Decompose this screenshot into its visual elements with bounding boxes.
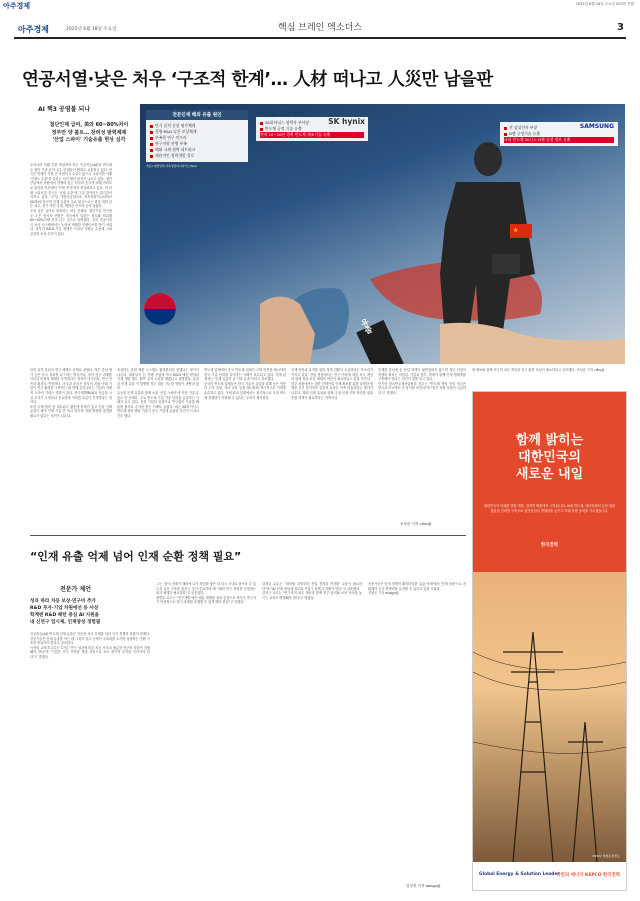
right-hand-icon	[440, 323, 625, 364]
cause-box	[146, 110, 248, 168]
samsung-item: 국내 반도체 20나노 D램 공정 정보 유출	[504, 137, 614, 143]
top-date-line: 2025년 6월 18일 수요일 003면 종합	[575, 2, 634, 6]
kepco-logo: 국민의 에너지 KEPCO 한국전력	[556, 873, 620, 878]
article1-byline: 조성준 기자 crbo@	[400, 522, 432, 526]
article1-col-6	[472, 368, 622, 388]
person-head-icon	[474, 142, 502, 176]
ad-body-text: 대한민국의 미래를 향한 변화, 전력망 확충에서 시작됩니다. AI와 반도체, 데이터센터 등을 위한 충분한 전력망 구축으로 첨단산업의 경쟁력을 높이고 미래 성장 동력을 키우겠습니다.	[483, 504, 616, 513]
article2-kicker: 전문가 제언	[60, 586, 92, 593]
cause-item: 연구직원 진행 부족	[150, 141, 244, 147]
article2-col-1	[30, 632, 150, 888]
paragraph: 유능한 인재 유출과 함께 소위 '산업 스파이'에 의한 기술 유출도 큰 문제다. 주요 반도체 기업 기술 인력을 유출하는 사례가 늘고 있다. 전직 기업의 임원이나 연구원이 기술을 빼돌린 혐의로 수사를 받는 사례도 늘었다. 최근 SK하이닉스 반도체 관련 핵심 기술이 중국 기업에 유출된 사건이 드러나기도 했다.	[117, 390, 199, 418]
paragraph: 인재 양성과 유지를 위한 정책 전환이 시급하다는 목소리가 커지고 있다. 산업 현장에서는 연구 인력에 대한 처우 개선과 함께 성과 보상 체계의 혁신이 필요하다고 입을 모은다.	[291, 368, 373, 382]
cause-item: 단기 실적 중심 평가체계	[150, 123, 244, 129]
article2-col-3	[262, 582, 362, 888]
ad-headline	[473, 432, 626, 483]
article1-col-2	[117, 368, 199, 518]
article-kicker: AI 핵3 공염불 되나	[38, 106, 91, 113]
article2-col-2	[156, 582, 256, 888]
cause-box-title: 전문인재 해외 유출 원인	[146, 110, 248, 120]
paragraph: 단지 실직 중심의 연구 체계도 문제로 꼽혔다. 정부 중심 평가 등은 즉시 성과를 요구하는 방식이다. 장기 연구 과제를 이어갈 안정적 체계가 부족하다는 지적이 이어진다. 연구 인프라 환경도 여전하다. 미국과 중국은 정부의 지원 아래 기업이 연구 환경을 구축하는 데 반해 우리나라는 기업의 자체적 노력에 기대는 경향이 있다. 연구개발(R&D) 자금을 시설 투자가 무엇보다 중요한데 이러한 흐름이 부족하다는 것이다.	[30, 368, 112, 405]
case-box	[256, 110, 368, 141]
paragraph: 또한 국제 협력 및 네트워크 활동에 한계가 있고 신입 인재 유입이 줄어 인재 기술 간 역시 정부의 지원 방향을 점검할 필요가 있다는 지적이 나온다.	[30, 404, 112, 418]
paragraph: 중국의 반도체 업체들은 한국 기술자 유입을 위해 높은 연봉과 주거 지원, 자녀 교육 등을 제시하며 적극적으로 인력을 흡수하고 있다. 이에 따라 업계에서는 장기적으로 국내 반도체 경쟁력이 약화될 수 있다는 우려가 제기된다.	[204, 381, 286, 400]
ad-headline-line: 대한민국의	[518, 450, 581, 465]
briefcase-icon	[492, 254, 520, 274]
case-box-title: 주국 기술 유출된 사례	[256, 112, 303, 117]
article2-col-4	[368, 582, 466, 882]
issue-date: 2025년 6월 18일 수요일	[66, 27, 117, 32]
paragraph: 김태규 교수는 "대학원 과정부터 산업 현장과 연계한 교육이 필요하다"며 "AI 인재 양성에 정부와 기업이 함께 투자해야 한다"고 강조했다.	[262, 582, 362, 591]
paragraph: 김영은 기자 mingo@	[368, 591, 399, 596]
main-headline: 연공서열·낮은 처우 ‘구조적 한계’… 人材 떠나고 人災만 남을판	[22, 70, 493, 90]
article1-col-1	[30, 163, 112, 363]
paragraph: 우리나라 미래 부를 책임져야 하는 인공지능(AI)과 반도체 등 첨단 기술 분야 우수 인재들이 해외로 유출되고 있다. 한국은 인재가 가장 큰 자원이고 수출도 많으니 나라지만 이제 '인재도 수출'을 알리는 처지 세인 탄식이 나오고 있다. 첨단산업에서 지원에서 경쟁력 있는 미국과 중국에 비해 여러모로 불리한 여건에서 '인재 적자'까지 현실화되고 있다. 먼 미래 스타트업 중국은 '공장 유출'에 그칠 것이라는 위기감이 커지고 있다. 17일 대한상공회의소 지속성장이니셔티브(SGI)에 따르면 인재 유출의 주요 원인으로는 취업 대비 낮은 처우, 경기 비전 부재, 제한된 인프라 등이 꼽혔다.	[30, 163, 112, 209]
article-subheads	[30, 122, 148, 145]
case-box-list	[256, 117, 368, 141]
paragraph: 정부 차원에서는 첨단 전략산업 인재 확보를 위한 다양한 정책을 추진 중이지만 실질적 효과는 아직 미흡하다는 평가가 나온다. 해외 인재 유치와 함께 국내 인재 이탈 방지를 위한 종합 대책이 필요하다는 지적이다.	[291, 381, 373, 400]
samsung-box-list	[500, 122, 618, 146]
cause-item: 부족한 연구 인프라	[150, 135, 244, 141]
hero-graphic	[140, 104, 625, 364]
ad-brand-small: 한국전력	[541, 543, 558, 548]
subhead: 내 신연구 업시제, 인재양성 경험필	[30, 620, 101, 625]
paragraph: 전문가들은 인재 정책의 패러다임을 '유출 억제'에서 '인재 순환'으로 전환해야 국가 경쟁력을 유지할 수 있다고 입을 모았다.	[368, 582, 466, 591]
cause-box-list	[146, 120, 248, 162]
top-logo: 아주경제	[3, 2, 31, 10]
subhead: R&D 투자·기업 차원에선 동 사상	[30, 606, 99, 611]
header-rule	[14, 37, 626, 39]
article1-col-1b	[30, 368, 112, 518]
top-strip	[0, 0, 640, 14]
leak-label: 유출	[359, 316, 374, 336]
ad-headline-line: 함께 밝히는	[515, 433, 584, 448]
paragraph: 김현구 교수는 "연구자의 처우 개선과 함께 연구 윤리와 보안 의식을 높이는 교육도 병행돼야 한다"고 밝혔다.	[262, 591, 362, 600]
ad-photo-caption: 345kV 변종송전선로	[592, 854, 620, 858]
paragraph: 이성엽 고려대 교수는 17일 "연구 성과에 따른 차등 보상과 충분한 연구비 지원이 전제돼야 한다"며 "기업은 연구 인력을 핵심 자산으로 보고 장기적 투자를 이어가야 한다"고 말했다.	[30, 645, 150, 659]
samsung-item: D램 공정기술 유출	[504, 131, 614, 137]
page-number: 3	[617, 22, 624, 33]
power-tower-icon	[473, 572, 626, 862]
subhead: 정부만 양 불트… 장려성 발력체제	[51, 129, 127, 136]
ad-slogan: Global Energy & Solution Leader	[479, 872, 560, 877]
paragraph: 그는 "한국 인재가 해외에 나가 경험을 쌓은 뒤 다시 국내로 돌아올 수 있도록 유인 구조를 갖추는 것이 중요하다"며 "해외 연구 경험을 인정하는 평가 체계가 필요하다"고 덧붙였다.	[156, 582, 256, 596]
sk-hynix-logo: SK hynix	[328, 117, 365, 126]
subhead: 성과 따라 차등 보상·연구비 추가	[30, 599, 96, 604]
paragraph: 장 확보와 함께 적극적 처우 개선과 연구 환경 조성이 필요하다고 강조했다. 조성준 기자 crbo@	[472, 368, 605, 372]
svg-text:★: ★	[513, 227, 519, 234]
paragraph: 인재를 중심에 둔 산업 정책이 뒷받침되지 않으면 첨단 산업의 경쟁력 확보는 어렵다. 기업과 정부, 학계가 함께 인재 생태계를 구축해야 한다는 의견이 힘을 얻고 있다.	[378, 368, 466, 382]
cause-box-source: 자료=대한상의 지속성장이니셔티브(SGI)	[146, 164, 197, 168]
article1-col-5	[378, 368, 466, 518]
paragraph: 안기현 한국반도체산업협회 전무는 "반도체 핵심 인력 임금은 한국과 미국에서 큰 차이를 보인다"며 "정부 차원 지원이 시급하다"고 말했다.	[378, 381, 466, 395]
cause-item: 제한적인 경력개발 경로	[150, 153, 244, 159]
cause-item: 해외 국제 협력 네트워크	[150, 147, 244, 153]
kepco-advertisement[interactable]	[472, 391, 627, 891]
paragraph: 인공지능(AI)·반도체 인재 유출은 단순한 처우 문제를 넘어 국가 경쟁력 차원의 과제다. 전문가들은 인재 유출을 막는 데 그치지 말고 인재가 국내외를 오가며 성장하는 순환 구조를 만들어야 한다고 강조한다.	[30, 632, 150, 646]
paragraph: 육성하는 관련 제품 시스템도 활성화되지 못했다는 평가가 나온다. 대한상의 등 '전략 산업에 적극 R&D 예산 편성과 인재 개발 제도 정비' 등의 노력을 해왔다고 설명했다. 유출된 인재 유출 이 발생할 경우 대응 가능한 방법이 마땅치 않다.	[117, 368, 199, 391]
paragraph: 반도체 업계에선 중국 반도체 업체가 고액 연봉을 제시하며 한국 기술 인력을 끌어가는 사례가 보고되고 있다. 업계 관계자는 '인재 유출은 곧 기술 유출'이라고 강조했다.	[204, 368, 286, 382]
subhead: 학계엔 R&D 패턴 중심 AI 지원을	[30, 613, 99, 618]
ad-footer	[473, 862, 626, 890]
section-title: 핵심 브레인 엑소더스	[278, 23, 362, 33]
samsung-box	[500, 122, 618, 146]
article2-subheads	[30, 598, 150, 626]
article2-byline: 김성현 기자 mingo@	[406, 884, 441, 888]
paragraph: 우선 낮은 급여로 대표되는 처우 문제다. 첨단기술 연구원 등 돈은 총사자 연봉은 미국에서 일하는 경우와 비교해 60~80%가량 차이 나는 것으로 알려졌다. 특히 연공서열식 보상 시스템에서는 능력에 비례한 인센티브를 받기 어렵다. 정부의 R&D 기금 정책은 사실상 지원금 수준에 그쳐 실질적 보상 수단이 없다.	[30, 208, 112, 236]
case-item: SK하이닉스 협력사 부사장	[260, 120, 364, 126]
cause-item: 경영·R&D 낮은 보상체계	[150, 129, 244, 135]
paragraph: 최병호 교수는 "연구개발 예산 배분 체계를 성과 중심으로 바꾸고 연구자가 안정적으로 장기 과제를 수행할 수 있게 해야 한다"고 말했다.	[156, 595, 256, 605]
samsung-item: 전 삼성전자 부장	[504, 125, 614, 131]
ad-headline-line: 새로운 내일	[515, 467, 584, 482]
article1-col-3	[204, 368, 286, 518]
paper-logo: 아주경제	[18, 25, 49, 34]
section-divider	[30, 535, 466, 536]
samsung-logo: SAMSUNG	[579, 123, 614, 130]
case-item: 반도체 공정 기술 유출	[260, 126, 364, 132]
case-item: 전직 10~20년 경력 반도체 제조기술 유출	[260, 132, 364, 138]
article2-headline: “인재 유출 억제 넘어 인재 순환 정책 필요”	[30, 550, 242, 563]
subhead: '산업 스파이' 기술유출 현상 심각	[52, 137, 126, 143]
article1-col-4	[291, 368, 373, 518]
subhead: 첨단인재 급여, 美와 60~80%차이	[49, 122, 129, 128]
ad-photo	[473, 572, 626, 862]
